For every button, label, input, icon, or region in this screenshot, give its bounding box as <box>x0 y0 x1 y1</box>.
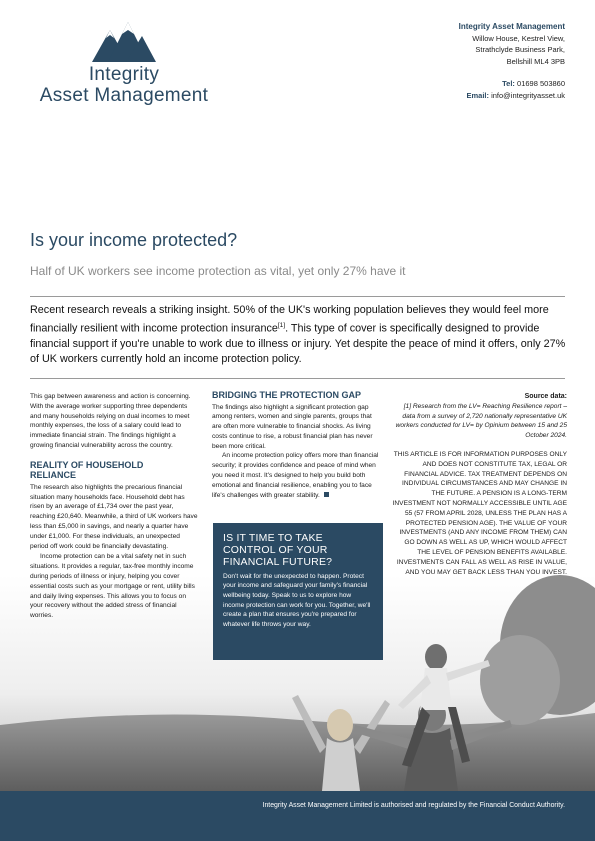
intro-text: Recent research reveals a striking insight. 50% of the UK's working population believes they would feel more financially resilient with income protection insurance <box>30 304 549 335</box>
article-title: Is your income protected? <box>30 230 238 250</box>
source-citation: [1] Research from the LV= Reaching Resilience report – data from a survey of 2,720 nationally representative UK workers conducted for LV= by Opinium between 15 and 25 October 2024. <box>395 402 567 440</box>
logo-wordmark-line2: Asset Management <box>39 85 209 106</box>
disclaimer: THIS ARTICLE IS FOR INFORMATION PURPOSES ONLY AND DOES NOT CONSTITUTE TAX, LEGAL OR FINANCIAL ADVICE. TAX TREATMENT DEPENDS ON INDIVIDUAL CIRCUMSTANCES AND MAY CHANGE IN THE FUTURE. A PENSION IS A LONG-TERM INVESTMENT NOT NORMALLY ACCESSIBLE UNTIL AGE 55 (57 FROM APRIL 2028, UNLESS THE PLAN HAS A PROTECTED PENSION AGE). THE VALUE OF YOUR INVESTMENTS (AND ANY INCOME FROM THEM) CAN GO DOWN AS WELL AS UP, WHICH WOULD AFFECT THE LEVEL OF PENSION BENEFITS AVAILABLE. INVESTMENTS CAN FALL AS WELL AS RISE IN VALUE, AND YOU MAY GET BACK LESS THAN YOU INVEST. <box>392 450 567 576</box>
square-bullet-icon <box>324 492 329 497</box>
paragraph <box>212 451 382 500</box>
telephone-label: Tel: <box>502 79 515 88</box>
paragraph: This gap between awareness and action is concerning. With the average worker supporting three dependents and many households relying on dual incomes to meet monthly expenses, the loss of a salary could lead to immediate financial strain. The findings highlight a growing financial vulnerability across the country. <box>30 393 191 449</box>
paragraph: The research also highlights the precarious financial situation many households face. Household debt has risen by an average of £1,734 over the past year, reaching £20,640. Meanwhile, a third of UK workers have less than £5,000 in savings, and nearly a quarter have under £1,000. For these individuals, an unexpected period off work could be financially devastating. <box>30 483 198 550</box>
address-line: Strathclyde Business Park, <box>475 45 565 54</box>
column-middle <box>212 390 382 500</box>
company-logo <box>24 20 224 106</box>
call-to-action-box <box>213 523 383 660</box>
email-line <box>459 90 565 102</box>
column-right <box>392 392 567 577</box>
divider <box>30 378 565 379</box>
address-line: Willow House, Kestrel View, <box>472 33 565 43</box>
telephone-line <box>459 78 565 90</box>
address-line: Bellshill ML4 3PB <box>506 56 565 66</box>
callout-body: Don't wait for the unexpected to happen. Protect your income and safeguard your family's financial wellbeing today. Speak to us to explore how income protection can work for you. Together, we'll create a plan that ensures you're prepared for whatever life throws your way. <box>223 572 371 629</box>
article-intro <box>30 303 568 367</box>
email-label: Email: <box>466 90 489 100</box>
footer <box>0 791 595 841</box>
section-heading-household-reliance: REALITY OF HOUSEHOLD RELIANCE <box>30 459 144 481</box>
logo-wordmark-line1: Integrity <box>88 64 160 85</box>
contact-block <box>459 21 565 101</box>
divider <box>30 296 565 297</box>
callout-heading: IS IT TIME TO TAKE CONTROL OF YOUR FINANCIAL FUTURE? <box>223 532 333 569</box>
intro-text-continued: . This type of cover is specifically designed to provide financial support if you're unable to work due to illness or injury. Yet despite the peace of mind it offers, only 27% of UK workers currently hold an income protection policy. <box>30 322 566 366</box>
paragraph: Income protection can be a vital safety net in such situations. It provides a regular, tax-free monthly income during periods of illness or injury, helping you cover essential costs such as your mortgage or rent, utility bills and daily living expenses. This allows you to focus on your recovery without the added stress of financial worries. <box>30 553 195 620</box>
contact-company-name: Integrity Asset Management <box>458 22 565 31</box>
section-heading-protection-gap: BRIDGING THE PROTECTION GAP <box>212 390 362 400</box>
source-heading: Source data: <box>524 393 567 400</box>
telephone-number[interactable]: 01698 503860 <box>517 79 565 88</box>
intro-footnote-ref: [1] <box>277 322 286 330</box>
paragraph-text: An income protection policy offers more than financial security; it provides confidence and peace of mind when you need it most. It's designed to help you build both emotional and financial resilience, enabling you to face life's challenges with greater stability. <box>212 452 379 499</box>
email-address[interactable]: info@integrityasset.uk <box>491 90 565 100</box>
article-subtitle: Half of UK workers see income protection as vital, yet only 27% have it <box>30 264 406 278</box>
paragraph: The findings also highlight a significant protection gap among renters, women and single parents, groups that are often more vulnerable to financial shocks. As living costs continue to rise, a robust financial plan has never been more critical. <box>212 403 373 450</box>
regulatory-statement: Integrity Asset Management Limited is authorised and regulated by the Financial Conduct Authority. <box>262 802 565 809</box>
column-left <box>30 392 198 621</box>
mountain-logo-icon <box>92 20 156 62</box>
